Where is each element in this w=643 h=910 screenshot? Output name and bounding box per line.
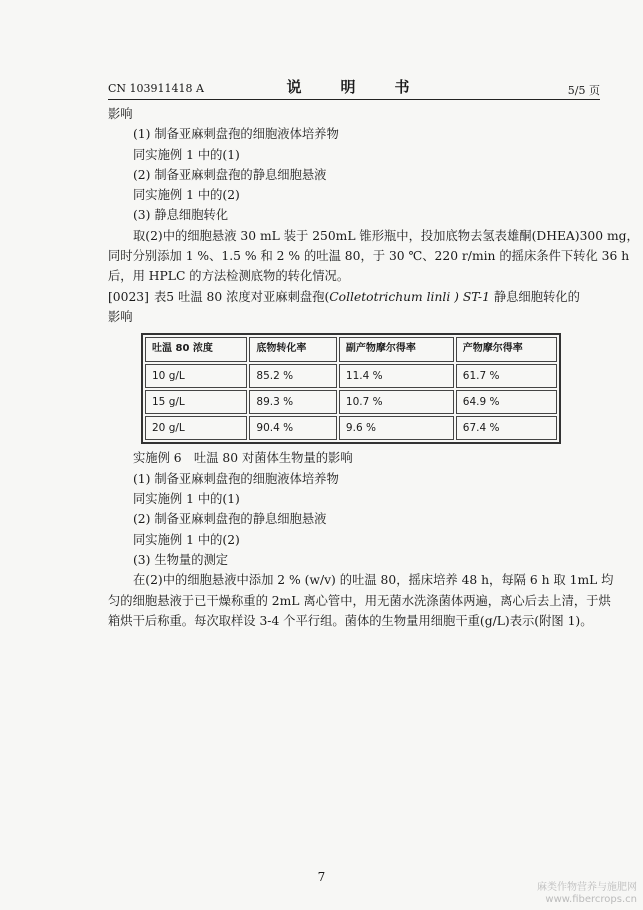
- document-body: [108, 104, 639, 631]
- document-title: 说 明 书: [286, 78, 422, 96]
- body-line: (3) 生物量的测定: [133, 552, 229, 567]
- body-line: 同时分别添加 1 %、1.5 % 和 2 % 的吐温 80，于 30 ℃、220 r/min 的摇床条件下转化 36 h: [108, 249, 630, 264]
- table-header-cell: 底物转化率: [249, 337, 337, 361]
- body-line: 实施例 6 吐温 80 对菌体生物量的影响: [133, 451, 353, 466]
- paragraph-number: [0023]: [108, 289, 149, 304]
- watermark: [537, 882, 637, 906]
- table-header-cell: 副产物摩尔得率: [339, 337, 454, 361]
- header-rule: [108, 99, 600, 100]
- table-row: [145, 390, 557, 414]
- body-line: 同实施例 1 中的(1): [133, 492, 240, 507]
- body-line: (1) 制备亚麻刺盘孢的细胞液体培养物: [133, 471, 339, 486]
- paragraph-0023: [108, 287, 600, 307]
- caption-text: 表5 吐温 80 浓度对亚麻刺盘孢(: [154, 289, 330, 304]
- body-line: 取(2)中的细胞悬液 30 mL 装于 250mL 锥形瓶中，投加底物去氢表雄酮(DHEA)300 mg，: [133, 228, 639, 243]
- table-row: [145, 416, 557, 440]
- body-line: (2) 制备亚麻刺盘孢的静息细胞悬液: [133, 167, 327, 182]
- body-line: 在(2)中的细胞悬液中添加 2 % (w/v) 的吐温 80，摇床培养 48 h，每隔 6 h 取 1mL 均: [133, 573, 614, 588]
- species-name: Colletotrichum linli ) ST-1: [329, 289, 490, 304]
- table-cell: 9.6 %: [339, 416, 454, 440]
- body-line: 匀的细胞悬液于已干燥称重的 2mL 离心管中，用无菌水洗涤菌体两遍，离心后去上清，于烘: [108, 593, 611, 608]
- body-line: (1) 制备亚麻刺盘孢的细胞液体培养物: [133, 127, 339, 142]
- caption-line-2: 影响: [108, 309, 133, 324]
- table-cell: 20 g/L: [145, 416, 247, 440]
- body-line: 箱烘干后称重。每次取样设 3-4 个平行组。菌体的生物量用细胞干重(g/L)表示(附图 1)。: [108, 613, 593, 628]
- table-cell: 90.4 %: [249, 416, 337, 440]
- body-line: (2) 制备亚麻刺盘孢的静息细胞悬液: [133, 512, 327, 527]
- page-indicator: 5/5 页: [567, 84, 600, 97]
- body-line: 影响: [108, 107, 133, 121]
- table-cell: 85.2 %: [249, 364, 337, 388]
- patent-number: CN 103911418 A: [108, 82, 204, 95]
- caption-text-end: 静息细胞转化的: [489, 289, 580, 304]
- table-cell: 89.3 %: [249, 390, 337, 414]
- body-line: 后，用 HPLC 的方法检测底物的转化情况。: [108, 269, 350, 284]
- table-cell: 67.4 %: [456, 416, 557, 440]
- table-header-row: [145, 337, 557, 361]
- table-cell: 10 g/L: [145, 364, 247, 388]
- table-header-cell: 吐温 80 浓度: [145, 337, 247, 361]
- table-header-cell: 产物摩尔得率: [456, 337, 557, 361]
- watermark-line: 麻类作物营养与施肥网: [537, 882, 637, 893]
- body-line: 同实施例 1 中的(1): [133, 147, 240, 162]
- table-cell: 10.7 %: [339, 390, 454, 414]
- body-line: 同实施例 1 中的(2): [133, 188, 240, 203]
- page-number: 7: [317, 870, 326, 884]
- body-line: (3) 静息细胞转化: [133, 208, 229, 223]
- watermark-url: www.fibercrops.cn: [545, 894, 637, 905]
- table-cell: 11.4 %: [339, 364, 454, 388]
- table-cell: 15 g/L: [145, 390, 247, 414]
- body-line: 同实施例 1 中的(2): [133, 532, 240, 547]
- table-cell: 61.7 %: [456, 364, 557, 388]
- data-table: [141, 333, 561, 444]
- table-row: [145, 364, 557, 388]
- table-cell: 64.9 %: [456, 390, 557, 414]
